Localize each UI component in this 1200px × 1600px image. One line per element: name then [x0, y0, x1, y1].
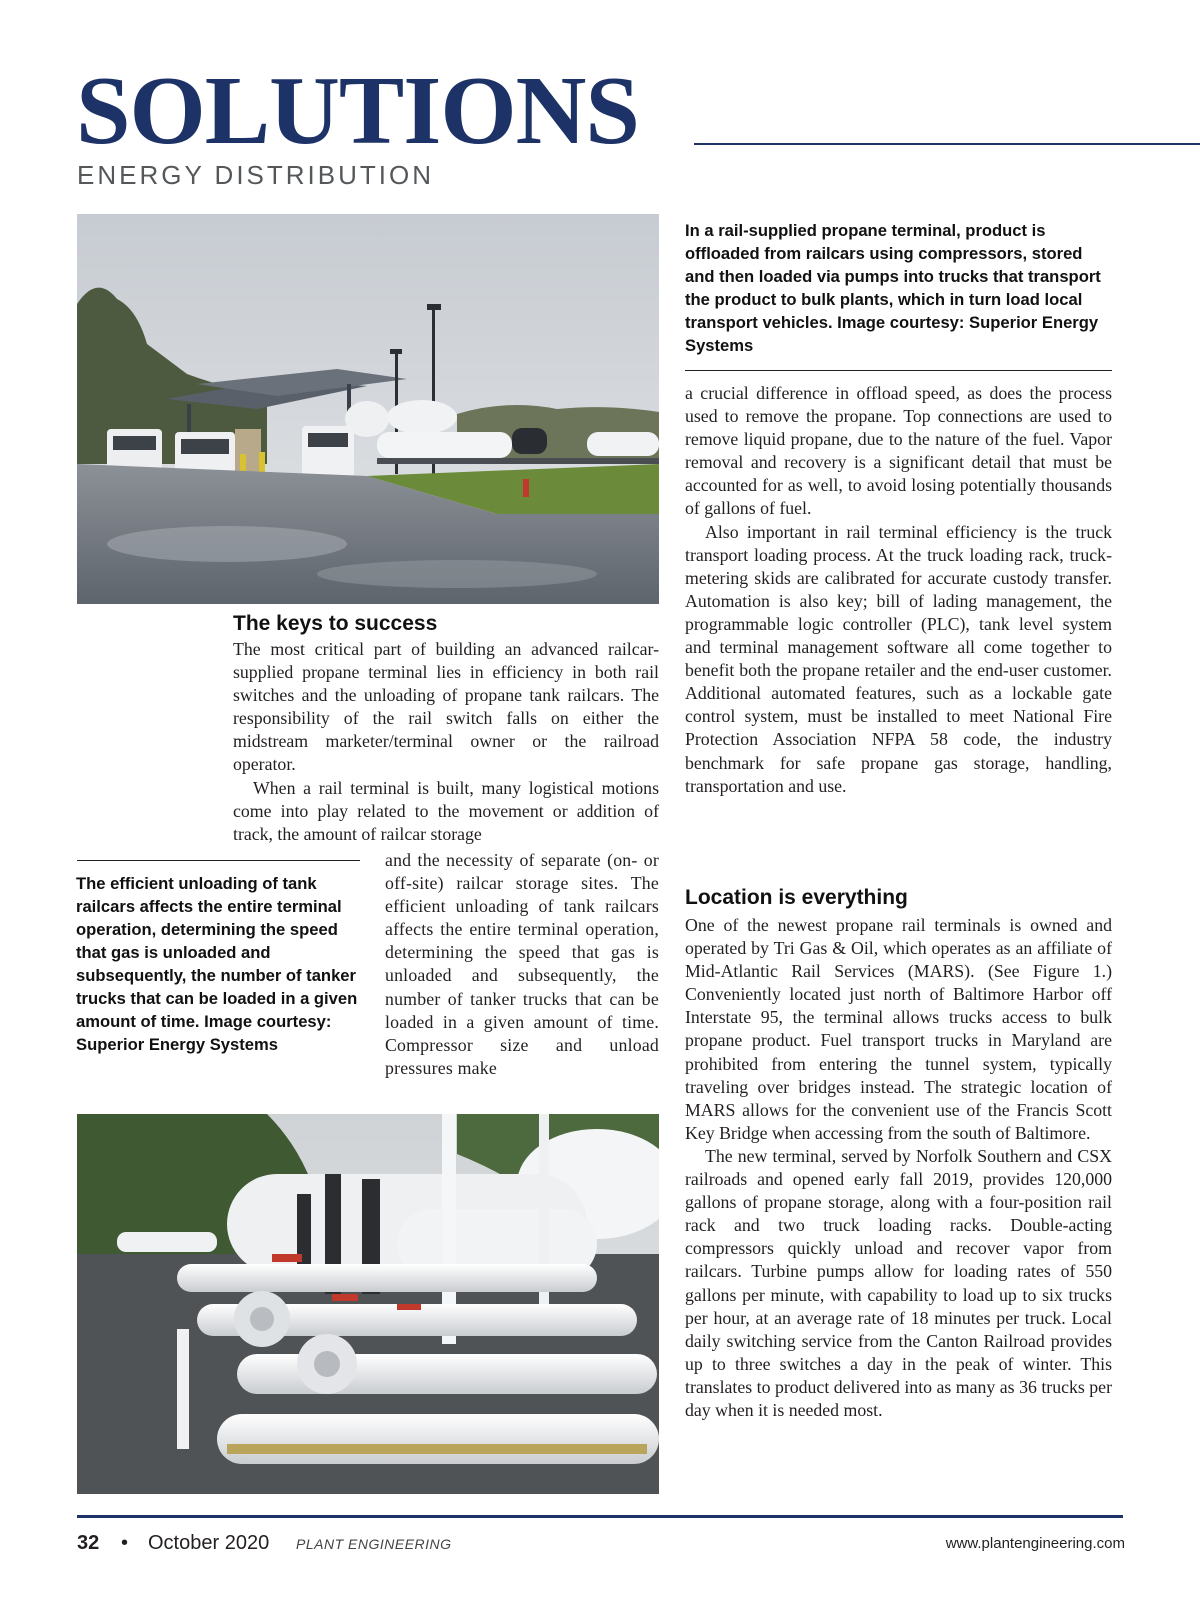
caption-rule-side: [77, 860, 360, 861]
header-rule: [694, 143, 1200, 145]
top-photo-caption: In a rail-supplied propane terminal, product is offloaded from railcars using compressors, stored and then loaded via pumps into trucks that transport the product to bulk plants, which in turn load local transport vehicles. Image courtesy: Superior Energy Systems: [685, 221, 1101, 355]
side-photo-caption: The efficient unloading of tank railcars affects the entire terminal operation, determining the speed that gas is unloaded and subsequently, the number of tanker trucks that can be loaded in a given amount of time. Image courtesy: Superior Energy Systems: [76, 874, 358, 1054]
truck-loading-terminal-photo: [77, 214, 659, 604]
right-paragraph-1: a crucial difference in offload speed, as does the process used to remove the propane. Top connections are used to remove liquid propane, due to the nature of the fuel. Vapor removal and recovery is a significant detail that must be accounted for as well, to avoid losing potentially thousands of gallons of fuel.: [685, 383, 1112, 519]
keys-paragraph-2-continued: and the necessity of separate (on- or off-site) railcar storage sites. The efficient unloading of tank railcars affects the entire terminal operation, determining the speed that gas is unloaded and subsequently, the number of tanker trucks that can be loaded in a given amount of time. Compressor size and unload pressures make: [385, 850, 659, 1078]
propane-piping-tanks-photo: [77, 1114, 659, 1494]
website-url[interactable]: www.plantengineering.com: [945, 1535, 1125, 1552]
keys-paragraph-2: When a rail terminal is built, many logistical motions come into play related to the movement or addition of track, the amount of railcar storage: [233, 777, 659, 844]
location-heading: Location is everything: [685, 886, 908, 909]
location-paragraph-1: One of the newest propane rail terminals is owned and operated by Tri Gas & Oil, which operates as an affiliate of Mid-Atlantic Rail Services (MARS). (See Figure 1.) Conveniently located just north of Baltimore Harbor off Interstate 95, the terminal allows trucks access to bulk propane product. Fuel transport trucks in Maryland are prohibited from entering the tunnel system, typically traveling over bridges instead. The strategic location of MARS allows for the convenient use of the Francis Scott Key Bridge when accessing from the south of Baltimore.: [685, 915, 1112, 1143]
keys-to-success-text: [233, 638, 659, 846]
location-paragraph-2: The new terminal, served by Norfolk Southern and CSX railroads and opened early fall 2019, provides 120,000 gallons of propane storage, along with a four-position rail rack and two truck loading racks. Double-acting compressors quickly unload and recover vapor from railcars. Turbine pumps allow for loading rates of 550 gallons per minute, with capability to load up to six trucks per hour, at an average rate of 18 minutes per truck. Local daily switching service from the Canton Railroad provides up to three switches a day in the peak of winter. This translates to product delivered into as many as 36 trucks per day when it is needed most.: [685, 1145, 1112, 1420]
footer-bullet: •: [121, 1532, 129, 1554]
keys-to-success-heading: The keys to success: [233, 612, 438, 635]
keys-continuation-text: [385, 849, 659, 1080]
section-title: SOLUTIONS: [76, 57, 639, 165]
location-text: [685, 914, 1112, 1422]
footer-rule: [77, 1515, 1123, 1518]
section-subtitle: ENERGY DISTRIBUTION: [77, 160, 435, 190]
issue-date: October 2020: [148, 1532, 270, 1554]
right-paragraph-2: Also important in rail terminal efficiency is the truck transport loading process. At the truck loading rack, truck-metering skids are calibrated for accurate custody transfer. Automation is also key; bill of lading management, the programmable logic controller (PLC), tank level system and terminal management software all come together to benefit both the propane retailer and the end-user customer. Additional automated features, such as a lockable gate control system, must be installed to meet National Fire Protection Association NFPA 58 code, the industry benchmark for safe propane gas storage, handling, transportation and use.: [685, 521, 1112, 796]
keys-paragraph-1: The most critical part of building an advanced railcar-supplied propane terminal lies in efficiency in both rail switches and the unloading of propane tank railcars. The responsibility of the rail switch falls on either the midstream marketer/terminal owner or the railroad operator.: [233, 639, 659, 775]
publication-name: PLANT ENGINEERING: [296, 1536, 452, 1552]
page-number: 32: [77, 1532, 100, 1554]
right-column-text: [685, 382, 1112, 798]
caption-rule-top: [685, 370, 1112, 371]
